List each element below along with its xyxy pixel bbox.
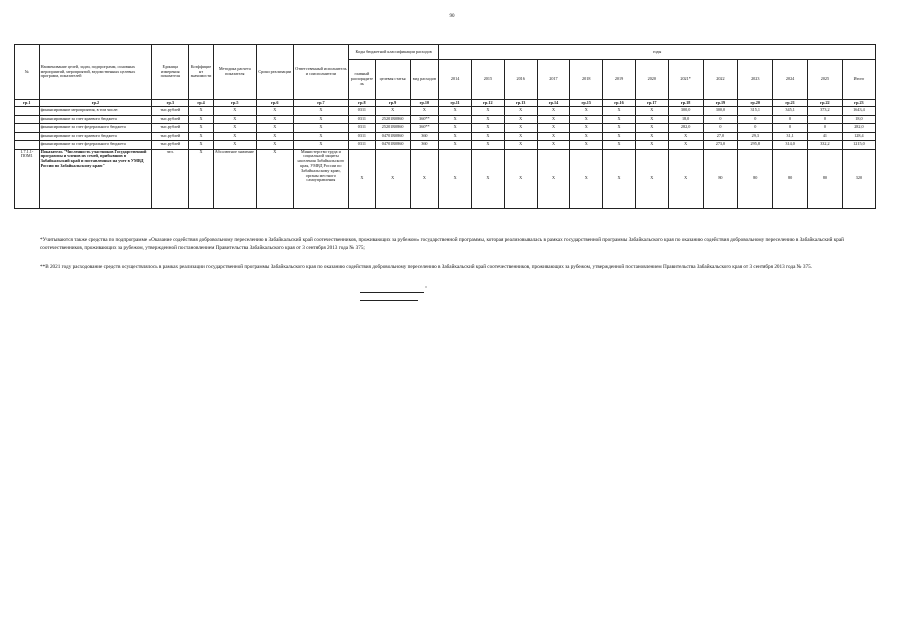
- year-header: 2016: [504, 60, 537, 100]
- year-header: 2025: [808, 60, 843, 100]
- main-admin-header: главный распорядитель: [349, 60, 376, 100]
- financing-cell: X: [213, 141, 256, 150]
- column-number: гр.3: [152, 100, 189, 107]
- financing-cell: X: [256, 115, 293, 124]
- financing-cell: 373,2: [808, 107, 843, 116]
- financing-cell: 0: [703, 115, 738, 124]
- financing-cell: X: [189, 124, 214, 133]
- financing-cell: 315,1: [738, 107, 773, 116]
- financing-cell: 0311: [349, 124, 376, 133]
- column-number: гр.8: [349, 100, 376, 107]
- year-header: 2021*: [668, 60, 703, 100]
- financing-cell: X: [472, 115, 505, 124]
- financing-cell: X: [472, 141, 505, 150]
- financing-cell: 300,0: [668, 107, 703, 116]
- col-no-header: №: [15, 45, 40, 100]
- financing-cell: 04701R0860: [375, 132, 410, 141]
- financing-cell: 300,0: [703, 107, 738, 116]
- financing-cell: X: [537, 132, 570, 141]
- col-terms-header: Сроки реализации: [256, 45, 293, 100]
- financing-rows: [15, 107, 876, 150]
- years-header: годы: [439, 45, 876, 60]
- column-number: гр.12: [472, 100, 505, 107]
- expense-type-header: вид расходов: [410, 60, 439, 100]
- financing-cell: тыс.рублей: [152, 115, 189, 124]
- financing-cell: X: [472, 124, 505, 133]
- financing-cell: X: [213, 124, 256, 133]
- financing-cell: 0311: [349, 107, 376, 116]
- financing-cell: тыс.рублей: [152, 132, 189, 141]
- closing-line: [360, 292, 424, 293]
- indicator-cell: X: [537, 149, 570, 208]
- financing-cell: 282,0: [842, 124, 875, 133]
- financing-cell: 0: [808, 124, 843, 133]
- financing-cell: 332,2: [808, 141, 843, 150]
- financing-cell: X: [439, 132, 472, 141]
- financing-label: финансирование за счет федерального бюджета: [39, 141, 152, 150]
- indicator-cell: X: [472, 149, 505, 208]
- program-table: [14, 44, 876, 209]
- financing-cell: X: [439, 124, 472, 133]
- column-number: гр.20: [738, 100, 773, 107]
- row-code: [15, 107, 40, 116]
- column-number: гр.13: [504, 100, 537, 107]
- financing-cell: X: [375, 107, 410, 116]
- financing-row: [15, 132, 876, 141]
- financing-cell: X: [410, 107, 439, 116]
- closing-quote: ": [425, 287, 428, 292]
- year-header: 2019: [603, 60, 636, 100]
- indicator-cell: X: [570, 149, 603, 208]
- financing-label: финансирование мероприятия, в том числе:: [39, 107, 152, 116]
- financing-cell: 360: [410, 141, 439, 150]
- financing-cell: X: [293, 141, 348, 150]
- financing-cell: X: [256, 141, 293, 150]
- column-number: гр.17: [635, 100, 668, 107]
- financing-cell: X: [504, 107, 537, 116]
- column-number: гр.7: [293, 100, 348, 107]
- financing-cell: X: [293, 132, 348, 141]
- financing-cell: тыс.рублей: [152, 141, 189, 150]
- year-header: 2024: [773, 60, 808, 100]
- financing-cell: 41: [808, 132, 843, 141]
- financing-cell: X: [603, 124, 636, 133]
- financing-cell: 0311: [349, 115, 376, 124]
- financing-cell: X: [213, 132, 256, 141]
- financing-cell: X: [570, 141, 603, 150]
- financing-cell: X: [603, 115, 636, 124]
- column-number: гр.6: [256, 100, 293, 107]
- financing-cell: X: [635, 141, 668, 150]
- financing-cell: 345,1: [773, 107, 808, 116]
- financing-label: финансирование за счет краевого бюджета: [39, 115, 152, 124]
- financing-cell: X: [213, 115, 256, 124]
- financing-cell: 18,0: [668, 115, 703, 124]
- column-number: гр.23: [842, 100, 875, 107]
- year-header: 2014: [439, 60, 472, 100]
- financing-cell: X: [213, 107, 256, 116]
- indicator-cell: X: [410, 149, 439, 208]
- financing-cell: X: [472, 132, 505, 141]
- financing-cell: X: [635, 115, 668, 124]
- indicator-cell: X: [504, 149, 537, 208]
- financing-cell: X: [635, 124, 668, 133]
- financing-cell: X: [504, 115, 537, 124]
- indicator-cell: 80: [808, 149, 843, 208]
- indicator-cell: 320: [842, 149, 875, 208]
- closing-line: [360, 300, 418, 301]
- column-number: гр.11: [439, 100, 472, 107]
- financing-row: [15, 124, 876, 133]
- financing-cell: X: [439, 107, 472, 116]
- financing-cell: X: [504, 132, 537, 141]
- column-number: гр.4: [189, 100, 214, 107]
- indicator-cell: X: [349, 149, 376, 208]
- financing-cell: X: [256, 124, 293, 133]
- financing-cell: 128,4: [842, 132, 875, 141]
- financing-cell: X: [635, 132, 668, 141]
- financing-cell: 282,0: [668, 124, 703, 133]
- year-header: 2018: [570, 60, 603, 100]
- financing-cell: 0: [703, 124, 738, 133]
- financing-cell: 0311: [349, 132, 376, 141]
- financing-cell: 295,8: [738, 141, 773, 150]
- financing-row: [15, 141, 876, 150]
- column-number: гр.2: [39, 100, 152, 107]
- financing-cell: X: [472, 107, 505, 116]
- column-number: гр.14: [537, 100, 570, 107]
- footnote-1: *Учитываются также средства по подпрограмме «Оказание содействия добровольному переселению в Забайкальский край соотечественников, проживающих за рубежом» государственной программы, которая реализовывалась в рамках государственной программы Забайкальского края по оказанию содействия добровольному переселению в Забайкальский край соотечественников, проживающих за рубежом, утвержденной постановлением Правительства Забайкальского края от 3 сентября 2013 года № 375;: [40, 237, 844, 251]
- financing-label: финансирование за счет краевого бюджета: [39, 132, 152, 141]
- financing-row: [15, 107, 876, 116]
- indicator-code: 1.7.1.1-ПОМ1: [15, 149, 40, 208]
- financing-cell: 25201R0860: [375, 124, 410, 133]
- col-coef-header: Коэффициент значимости: [189, 45, 214, 100]
- financing-cell: 29,3: [738, 132, 773, 141]
- target-item-header: целевая статья: [375, 60, 410, 100]
- financing-cell: 0: [773, 124, 808, 133]
- financing-cell: тыс.рублей: [152, 107, 189, 116]
- financing-cell: X: [537, 124, 570, 133]
- budget-codes-header: Коды бюджетной классификации расходов: [349, 45, 439, 60]
- indicator-method: Абсолютное значение: [213, 149, 256, 208]
- financing-cell: 360: [410, 132, 439, 141]
- financing-cell: X: [570, 115, 603, 124]
- financing-cell: 1643,4: [842, 107, 875, 116]
- financing-cell: X: [570, 124, 603, 133]
- year-header: 2015: [472, 60, 505, 100]
- financing-cell: X: [603, 132, 636, 141]
- column-number: гр.16: [603, 100, 636, 107]
- financing-cell: 273,0: [703, 141, 738, 150]
- financing-cell: X: [570, 132, 603, 141]
- financing-cell: X: [293, 115, 348, 124]
- financing-cell: X: [603, 141, 636, 150]
- column-number: гр.15: [570, 100, 603, 107]
- financing-cell: X: [189, 107, 214, 116]
- col-unit-header: Единица измерения показателя: [152, 45, 189, 100]
- indicator-terms: X: [256, 149, 293, 208]
- year-header: 2023: [738, 60, 773, 100]
- indicator-cell: X: [635, 149, 668, 208]
- total-header: Итого: [842, 60, 875, 100]
- col-method-header: Методика расчета показателя: [213, 45, 256, 100]
- indicator-cell: 80: [738, 149, 773, 208]
- page-number: 90: [449, 14, 455, 19]
- financing-cell: X: [189, 115, 214, 124]
- financing-cell: X: [570, 107, 603, 116]
- financing-cell: X: [504, 141, 537, 150]
- financing-cell: 360**: [410, 115, 439, 124]
- financing-cell: X: [439, 115, 472, 124]
- financing-cell: 0: [773, 115, 808, 124]
- financing-cell: 0: [738, 115, 773, 124]
- financing-cell: X: [439, 141, 472, 150]
- column-number: гр.9: [375, 100, 410, 107]
- financing-cell: X: [293, 124, 348, 133]
- financing-cell: 1215,0: [842, 141, 875, 150]
- indicator-unit: чел.: [152, 149, 189, 208]
- financing-cell: X: [537, 141, 570, 150]
- column-number: гр.5: [213, 100, 256, 107]
- column-number: гр.10: [410, 100, 439, 107]
- financing-cell: X: [668, 141, 703, 150]
- indicator-label: Показатель "Численность участников Государственной программы и членов их семей, прибывших в Забайкальский край и поставленных на учет в УМВД России по Забайкальскому краю": [39, 149, 152, 208]
- row-code: [15, 124, 40, 133]
- column-number: гр.21: [773, 100, 808, 107]
- financing-row: [15, 115, 876, 124]
- financing-cell: 31,1: [773, 132, 808, 141]
- column-number: гр.22: [808, 100, 843, 107]
- financing-cell: 0: [808, 115, 843, 124]
- indicator-cell: X: [668, 149, 703, 208]
- financing-cell: X: [668, 132, 703, 141]
- financing-cell: тыс.рублей: [152, 124, 189, 133]
- indicator-cell: 80: [773, 149, 808, 208]
- column-number: гр.1: [15, 100, 40, 107]
- indicator-cell: X: [439, 149, 472, 208]
- financing-cell: X: [256, 132, 293, 141]
- financing-cell: X: [504, 124, 537, 133]
- indicator-coef: X: [189, 149, 214, 208]
- financing-cell: 0311: [349, 141, 376, 150]
- financing-cell: 25201R0860: [375, 115, 410, 124]
- financing-cell: X: [189, 141, 214, 150]
- financing-label: финансирование за счет федерального бюджета: [39, 124, 152, 133]
- indicator-responsible: Министерство труда и социальной защиты населения Забайкальского края, УМВД России по Забайкальскому краю, органы местного самоуправления: [293, 149, 348, 208]
- header-row-1: [15, 45, 876, 60]
- financing-cell: X: [256, 107, 293, 116]
- financing-cell: 27,0: [703, 132, 738, 141]
- row-code: [15, 115, 40, 124]
- financing-cell: X: [603, 107, 636, 116]
- indicator-cell: 80: [703, 149, 738, 208]
- financing-cell: 04701R0860: [375, 141, 410, 150]
- year-header: 2020: [635, 60, 668, 100]
- column-number: гр.18: [668, 100, 703, 107]
- financing-cell: X: [189, 132, 214, 141]
- financing-cell: X: [537, 115, 570, 124]
- row-code: [15, 141, 40, 150]
- indicator-row: [15, 149, 876, 208]
- financing-cell: 314,0: [773, 141, 808, 150]
- financing-cell: X: [635, 107, 668, 116]
- indicator-cell: X: [603, 149, 636, 208]
- column-number: гр.19: [703, 100, 738, 107]
- financing-cell: 0: [738, 124, 773, 133]
- financing-cell: 360**: [410, 124, 439, 133]
- col-responsible-header: Ответственный исполнитель и соисполнители: [293, 45, 348, 100]
- column-number-row: [15, 100, 876, 107]
- col-name-header: Наименование целей, задач, подпрограмм, основных мероприятий, мероприятий, ведомственных целевых программ, показателей: [39, 45, 152, 100]
- financing-cell: X: [537, 107, 570, 116]
- financing-cell: X: [293, 107, 348, 116]
- row-code: [15, 132, 40, 141]
- footnote-2: **В 2021 году расходование средств осуществлялось в рамках реализации государственной программы Забайкальского края по оказанию содействия добровольному переселению в Забайкальский край соотечественников, проживающих за рубежом, утвержденной постановлением Правительства Забайкальского края от 3 сентября 2013 года № 375.: [40, 264, 812, 270]
- year-header: 2022: [703, 60, 738, 100]
- year-header: 2017: [537, 60, 570, 100]
- indicator-cell: X: [375, 149, 410, 208]
- financing-cell: 18,0: [842, 115, 875, 124]
